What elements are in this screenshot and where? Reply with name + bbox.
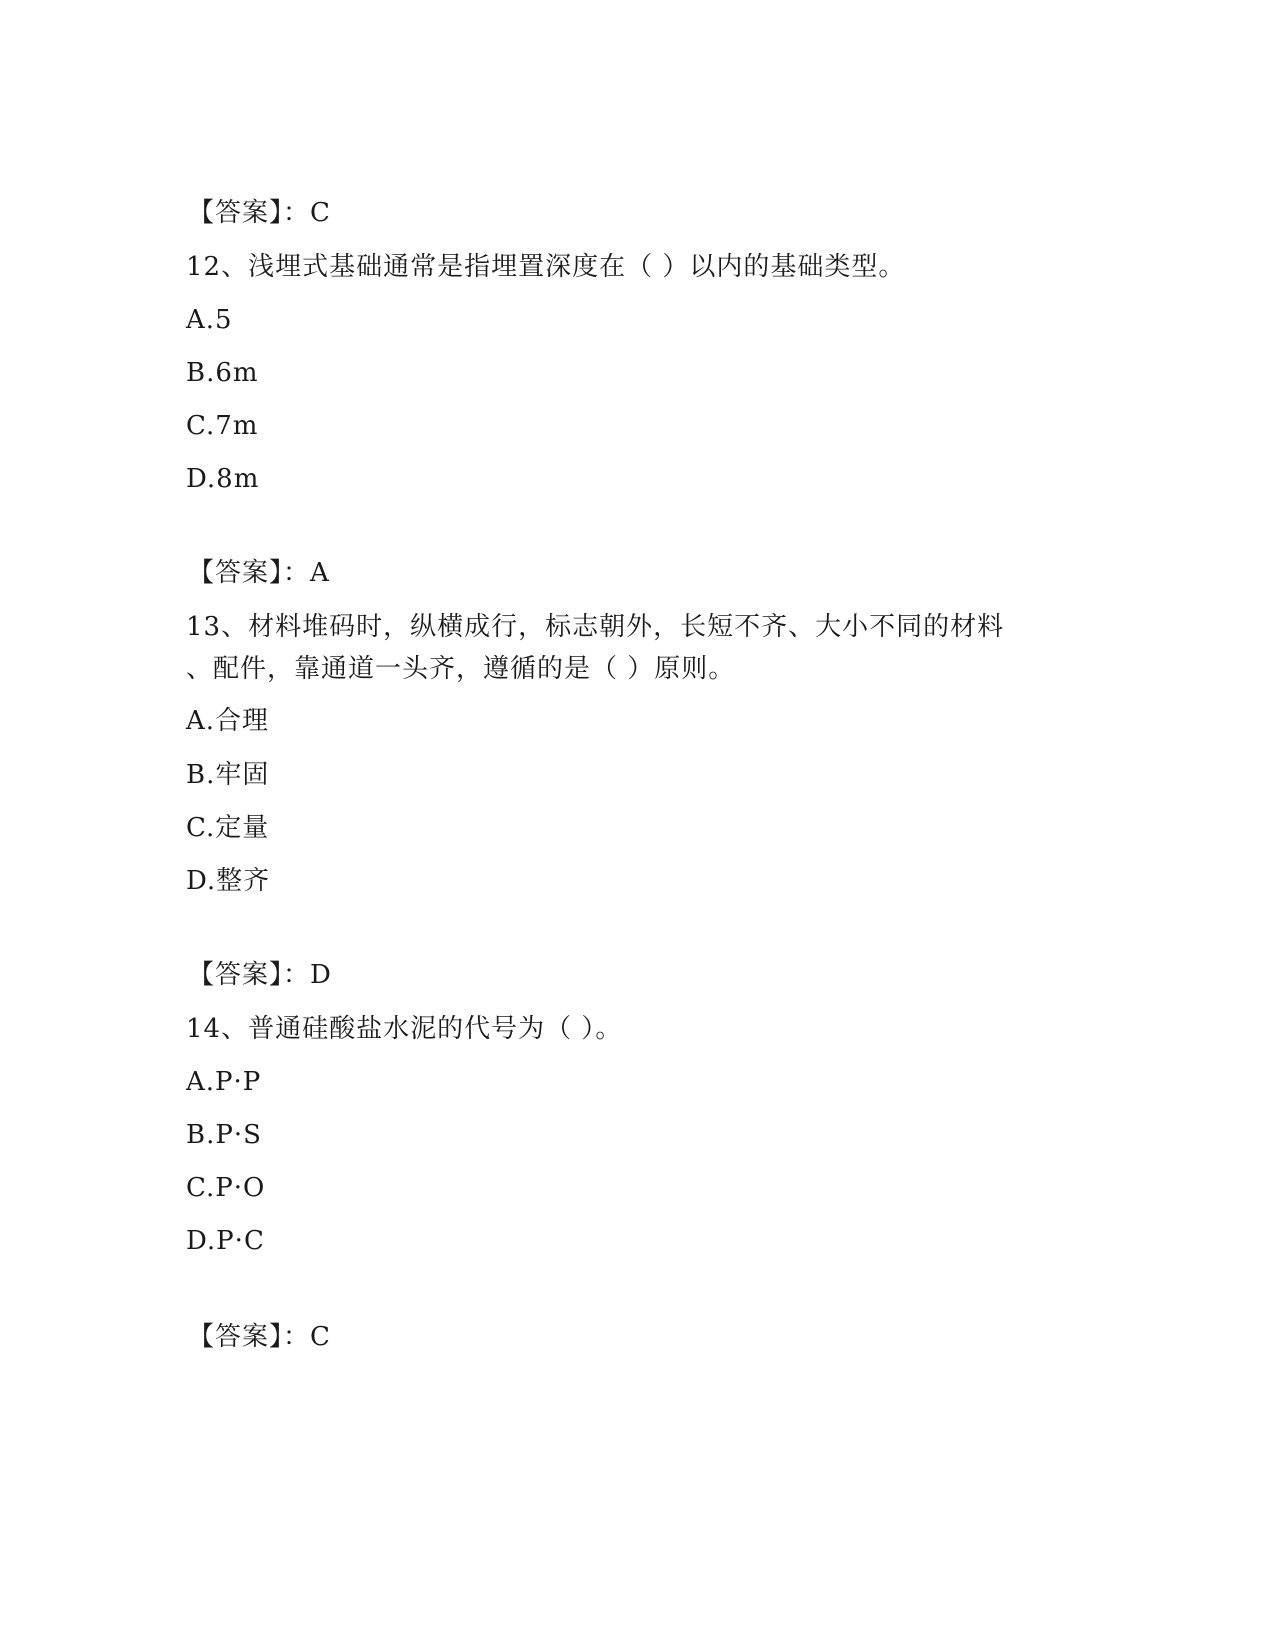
question-13-stem-line2: 、配件，靠通道一头齐，遵循的是（ ）原则。 [186,654,736,684]
question-12-option-b: B.6m [186,358,259,388]
question-12-stem: 12、浅埋式基础通常是指埋置深度在（ ）以内的基础类型。 [186,252,906,282]
question-14-option-d: D.P·C [186,1226,265,1256]
question-14-option-b: B.P·S [186,1120,262,1150]
question-13-stem-line1: 13、材料堆码时，纵横成行，标志朝外，长短不齐、大小不同的材料 [186,612,1005,642]
answer-line-q14: 【答案】：C [188,1322,331,1352]
answer-line-q12: 【答案】：A [188,558,330,588]
answer-line-q11: 【答案】：C [188,198,331,228]
question-14-stem: 14、普通硅酸盐水泥的代号为（ ）。 [186,1014,623,1044]
question-14-option-a: A.P·P [186,1067,262,1097]
question-13-option-a: A.合理 [186,706,270,736]
question-12-option-c: C.7m [186,411,259,441]
question-12-option-d: D.8m [186,464,260,494]
question-12-option-a: A.5 [186,305,233,335]
question-13-option-c: C.定量 [186,813,270,843]
question-14-option-c: C.P·O [186,1173,266,1203]
answer-line-q13: 【答案】：D [188,960,332,990]
question-13-option-b: B.牢固 [186,760,270,790]
question-13-option-d: D.整齐 [186,866,271,896]
